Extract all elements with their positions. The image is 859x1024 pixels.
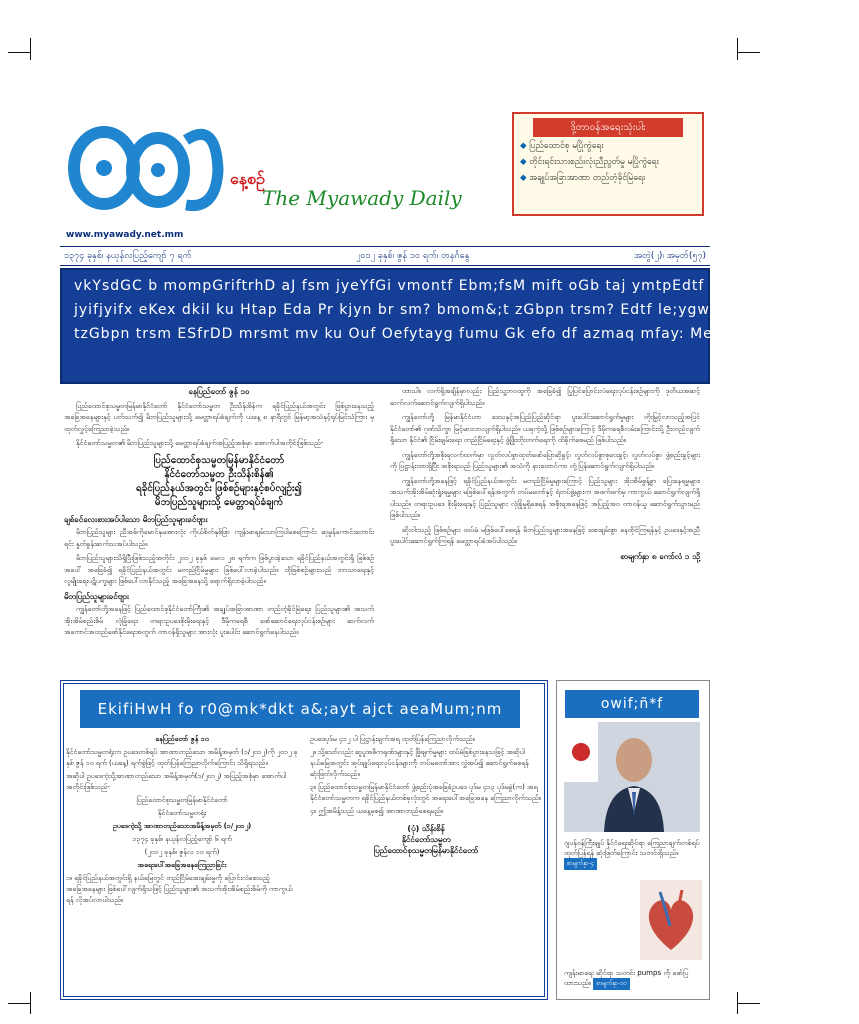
paragraph: ကျွန်တော်တို့အစိုးရလက်ထက်မှာ လွတ်လပ်စွာထုတ်ဖော်ပြောဆိုခွင့်၊ လွတ်လပ်စွာစုဝေးခွင့်၊ လွတ်လပ်စွာ ဖွဲ့စည်းခွင့်များကို ပြဋ္ဌာန်းထားရှိပြီး အစိုးရသည် ပြည်သူများ၏ အသံကို နားထောင်ကာ တုံ့ပြန်ဆောင်ရွက်လျက်ရှိပါသည်။ (390, 450, 700, 470)
notice-article (66, 734, 544, 996)
paragraph: ကျွန်တော်တို့ မြန်မာနိုင်ငံဟာ ဒေသနှင့်အပြည်ပြည်ဆိုင်ရာ ပူးပေါင်းဆောင်ရွက်မှုများ တိုးမြှင့်လာသည့်အပြင် နိုင်ငံတော်၏ ဂုဏ်သိက္ခာ မြင့်မားလာလျက်ရှိပါသည်။ ယခုကဲ့သို့ ဖြစ်စဉ်များကြောင့် ဒီမိုကရေစီလမ်းကြောင်းသို့ ဦးတည်လျက်ရှိသော နိုင်ငံ၏ ငြိမ်းချမ်းရေး၊ တည်ငြိမ်ရေးနှင့် ဖွံ့ဖြိုးတိုးတက်ရေးကို ထိခိုက်စေမည် ဖြစ်ပါသည်။ (390, 413, 700, 444)
diamond-bullet-icon: ◆ (520, 157, 530, 167)
crop-mark (8, 52, 30, 53)
motto-item: ◆ တိုင်းရင်းသားစည်းလုံးညီညွတ်မှု မပြိုကွဲရေး (520, 157, 659, 167)
motto-item: ◆ ပြည်ထောင်စု မပြိုကွဲရေး (520, 141, 604, 151)
sidebar-text: ဂျပန်ဝန်ကြီးချုပ် နိုင်ငံရေးဆိုင်ရာ ကြေညာချက်တစ်ရပ် ထုတ်ပြန်ရန် ဆုံးဖြတ်ကြောင်း သတင်းရှိသည်။ စာမျက်နှာ-၄ (564, 838, 700, 870)
article-column-left (64, 386, 374, 642)
motto-item: ◆ အချုပ်အခြာအာဏာ တည်တံ့ခိုင်မြဲရေး (520, 173, 646, 183)
volume-number: အတွဲ(၂)၊ အမှတ်(၅၇) (633, 250, 706, 261)
order-date: (၂၀၁၂ ခုနှစ်၊ ဇွန်လ ၁၀ ရက်) (144, 848, 220, 856)
lead-article (64, 386, 704, 676)
dateline-bar (60, 246, 710, 266)
sidebar-title: owif;ñ*f (565, 690, 699, 718)
motto-title: ဒို့တာဝန်အရေးသုံးပါး (533, 118, 683, 137)
heart-diagram (640, 880, 702, 960)
motto-box (512, 112, 704, 216)
news-photo (564, 722, 700, 832)
signature-block: (ပုံ) သိန်းစိန် နိုင်ငံတော်သမ္မတ ပြည်ထောင်စုသမ္မတမြန်မာနိုင်ငံတော် (373, 824, 479, 855)
crop-mark (30, 38, 31, 60)
diamond-bullet-icon: ◆ (520, 173, 530, 183)
notice-column-right (310, 734, 542, 856)
paragraph: မိဘပြည်သူများ ညီအစ်ကိုမောင်နှမအားလုံး ကိုယ်စိတ်နှစ်ဖြာ ကျန်းမာချမ်းသာကြပါစေကြောင်း ဆုမွန်ကောင်းတောင်းရင်း နှုတ်ခွန်းဆက်သအပ်ပါသည်။ (64, 528, 374, 548)
continued-link[interactable]: စာမျက်နှာ ၈ ကော်လံ ၁ သို့ (620, 551, 700, 561)
headline-line: vkYsdGC b mompGriftrhD aJ fsm jyeYfGi vmontf Ebm;fsM mift oGb taj ymtpEdtf H zGbsu w uftay: (74, 278, 844, 294)
statement-title: ပြည်ထောင်စုသမ္မတမြန်မာနိုင်ငံတော် နိုင်ငံတော်သမ္မတ ဦးသိန်းစိန်၏ ရခိုင်ပြည်နယ်အတွင်း ဖြစ်စဉ်များနှင့်စပ်လျဉ်း၍ မိဘပြည်သူများသို့ မေတ္တာရပ်ခံချက် (135, 454, 303, 508)
paragraph: ၁။ ရခိုင်ပြည်နယ်အတွင်းရှိ နယ်မြေတွင် တည်ငြိမ်အေးချမ်းမှုကို ပြောင်းလဲစေသည့် အခြေအနေများ ဖြစ်ပေါ်လျက်ရှိသဖြင့် ပြည်သူများ၏ အသက်အိုးအိမ်စည်းစိမ်ကို ကာကွယ်ရန် လိုအပ်လာပါသည်။ (66, 874, 293, 904)
lunar-date: ၁၃၇၄ ခုနှစ်၊ နယုန်လပြည့်ကျော် ၇ ရက် (64, 250, 192, 261)
paragraph: ပြည်ထောင်စုသမ္မတမြန်မာနိုင်ငံတော် နိုင်ငံတော်သမ္မတ ဦးသိန်းစိန်က ရခိုင်ပြည်နယ်အတွင်း ဖြစ်ပွားနေသည့် အခြေအနေများနှင့် ပတ်သက်၍ မိဘပြည်သူများသို့ မေတ္တာရပ်ခံချက်ကို ယနေ့ ၈ နာရီတွင် မြန်မာ့အသံနှင့်ရုပ်မြင်သံကြား မှ ထုတ်လွှင့်ကြေညာခဲ့သည်။ (64, 401, 374, 433)
paragraph: ထားပါ။ လက်ရှိအချိန်မှာလည်း ပြည်သူ့ဘဝထူကို အခြေခံ၍ ပြုပြင်ပြောင်းလဲရေးလုပ်ငန်းစဉ်များကို ဒုတိယအဆင့် ဆက်လက်ဆောင်ရွက်လျက်ရှိပါသည်။ (390, 387, 700, 407)
paragraph: ၄။ ဤအမိန့်သည် ယနေ့မှစ၍ အာဏာတည်စေရမည်။ (310, 807, 444, 815)
crop-mark (8, 1003, 30, 1004)
paragraph: ကျွန်တော်တို့အနေဖြင့် ပြည်ထောင်စုနိုင်ငံတော်ကြီး၏ အချုပ်အခြာအာဏာ တည်တံ့ခိုင်မြဲရေး၊ ပြည်သူများ၏ အသက်အိုးအိမ်စည်းစိမ် လုံခြုံရေး၊ တရားဥပဒေစိုးမိုးရေးနှင့် ဒီမိုကရေစီ ဖော်ဆောင်ရေးလုပ်ငန်းစဉ်များ ဆက်လက်အကောင်အထည်ဖော်နိုင်ရေးအတွက် တာဝန်ရှိသူများ အားလုံး ပူးပေါင်း ဆောင်ရွက်နေပါသည်။ (64, 605, 374, 636)
english-name: The Myawady Daily (262, 186, 462, 210)
issue-date: ၂၀၁၂ ခုနှစ်၊ ဇွန် ၁၀ ရက်၊ တနင်္ဂနွေ (356, 250, 470, 261)
headline-line: tzGbpn trsm ESfrDD mrsmt mv ku Ouf Oefytayg fumu Gk efo df azmaq mfay: MeJ&efarwmf&yf cH (74, 326, 848, 342)
crop-mark (30, 992, 31, 1014)
paragraph: ဥပဒေပုဒ်မ ၄၁၂ ပါ ပြဋ္ဌာန်းချက်အရ ထုတ်ပြန်ကြေညာလိုက်သည်။ (310, 735, 475, 743)
paragraph: ၃။ ပြည်ထောင်စုသမ္မတမြန်မာနိုင်ငံတော် ဖွဲ့စည်းပုံအခြေခံဥပဒေ ပုဒ်မ ၄၁၃ ပုဒ်မခွဲ(က) အရ နိုင်ငံတော်သမ္မတက ရခိုင်ပြည်နယ်တစ်ခုလုံးတွင် အရေးပေါ်အခြေအနေ ကြေညာလိုက်သည်။ (310, 783, 541, 802)
notice-title: EkifiHwH fo r0@mk*dkt a&;ayt ajct aeaMum;nm (80, 690, 520, 728)
article-dateline: နေပြည်တော် ဇွန် ၁၀ (188, 387, 250, 396)
paragraph: ဆိုးဝါးသည့် ဖြစ်စဉ်များ ထပ်မံ မဖြစ်ပေါ်စေရန် မိဘပြည်သူများအနေဖြင့် အေးချမ်းစွာ နေထိုင်ကြရန်နှင့် ဥပဒေနှင့်အညီ ပူးပေါင်းဆောင်ရွက်ကြရန် မေတ္တာရပ်ခံအပ်ပါသည်။ (390, 525, 700, 545)
paragraph: ၂။ သို့သော်လည်း ဆူပူအဓိကရုဏ်းများနှင့် ဖြိုဖျက်မှုများ ထပ်မံဖြစ်ပွားနေသဖြင့် အဆိုပါနယ်မြေအတွင်း အုပ်ချုပ်ရေးလုပ်ငန်းများကို တပ်မတော်အား လွှဲအပ်၍ ဆောင်ရွက်စေရန် ဆုံးဖြတ်လိုက်သည်။ (310, 748, 529, 778)
order-header: ပြည်ထောင်စုသမ္မတမြန်မာနိုင်ငံတော် (136, 796, 228, 804)
order-date: ၁၃၇၄ ခုနှစ်၊ နယုန်လပြည့်ကျော် ၆ ရက် (132, 835, 232, 843)
paragraph: မိဘပြည်သူများသိရှိပြီးဖြစ်သည့်အတိုင်း ၂၀၁၂ ခုနှစ် မေလ ၂၈ ရက်က ဖြစ်ပွားခဲ့သော ရခိုင်ပြည်နယ်အတွင်းရှိ ဖြစ်စဉ်အပေါ် အခြေခံ၍ ရခိုင်ပြည်နယ်အတွင်း မတည်ငြိမ်မှုများ ဖြစ်ပေါ်လာခဲ့ပါသည်။ ထိုဖြစ်စဉ်များသည် ဘာသာရေးနှင့် လူမျိုးရေးပဋိပက္ခများ ဖြစ်ပေါ်လာနိုင်သည့် အခြေအနေသို့ ရောက်ရှိလာခဲ့ပါသည်။ (64, 554, 374, 585)
paragraph: အဆိုပါ ဥပဒေကဲ့သို့အာဏာတည်သော အမိန့်အမှတ်(၁/၂၀၁၂) အပြည့်အစုံမှာ အောက်ပါအတိုင်းဖြစ်သည်- (66, 772, 287, 791)
paragraph: နိုင်ငံတော်သမ္မတ၏ မိဘပြည်သူများသို့ မေတ္တာရပ်ခံချက်အပြည့်အစုံမှာ အောက်ပါအတိုင်းဖြစ်သည်- (76, 439, 324, 447)
order-header: နိုင်ငံတော်သမ္မတရုံး (157, 809, 207, 817)
headline-line: jyifjyifx eKex dkil ku Htap Eda Pr kjyn br sm? bmom&;t zGbpn trsm? Edtf le;ygw Dsm? vkuk wefpm (74, 302, 859, 318)
paragraph: နိုင်ငံတော်သမ္မတရုံးက ဥပဒေတစ်ရပ် အာဏာတည်သော အမိန့်အမှတ် (၁/၂၀၁၂)ကို ၂၀၁၂ ခုနှစ် ဇွန် ၁၀ ရက် (ယနေ့) ရက်စွဲဖြင့် ထုတ်ပြန်ကြေညာလိုက်ကြောင်း သိရှိရသည်။ (66, 748, 298, 767)
page-badge[interactable]: စာမျက်နှာ-၁၀ (593, 978, 630, 990)
headline-box (60, 268, 859, 384)
logo-subtitle: နေ့စဉ် (230, 169, 265, 188)
paragraph: ကျွန်တော်တို့အနေဖြင့် ရခိုင်ပြည်နယ်အတွင်း မတည်ငြိမ်မှုများကြောင့် ပြည်သူများ အိုးအိမ်စွန့်ခွာ ပြေးနေရမှုများ၊ အသက်အိုးအိမ်ဆုံးရှုံးရမှုများ မဖြစ်ပေါ်ရန်အတွက် တပ်မတော်နှင့် ရဲတပ်ဖွဲ့များက အဖက်ဖက်မှ ကာကွယ် ဆောင်ရွက်လျက်ရှိပါသည်။ တရားဥပဒေ စိုးမိုးရေးနှင့် ပြည်သူများ လုံခြုံမှုရှိစေရန် အစိုးရအနေဖြင့် အပြည့်အဝ တာဝန်ယူ ဆောင်ရွက်သွားမည် ဖြစ်ပါသည်။ (390, 476, 700, 519)
subheading: အရေးပေါ်အခြေအနေကြေညာခြင်း (137, 861, 227, 869)
crop-mark (737, 992, 738, 1014)
myawady-logo (66, 110, 226, 225)
article-column-right (390, 386, 700, 562)
order-title: ဥပဒေကဲ့သို့ အာဏာတည်သောအမိန့်အမှတ် (၁/၂၀၁၂) (112, 822, 252, 830)
notice-column-left (66, 734, 298, 908)
diamond-bullet-icon: ◆ (520, 141, 530, 151)
crop-mark (738, 52, 760, 53)
sidebar-text: ကျန်းမာရေး ဆိုင်ရာ သတင်း pumps ကို ဖော်ပြထားသည်။ စာမျက်နှာ-၁၀ (564, 968, 700, 990)
crop-mark (737, 38, 738, 60)
subheading: ချစ်ခင်လေးစားအပ်ပါသော မိဘပြည်သူများခင်ဗျား (64, 514, 208, 524)
website-url[interactable]: www.myawady.net.mm (66, 230, 184, 240)
page-badge[interactable]: စာမျက်နှာ-၄ (564, 858, 597, 870)
subheading: မိဘပြည်သူများခင်ဗျား (64, 591, 129, 601)
notice-dateline: နေပြည်တော် ဇွန် ၁၀ (155, 735, 209, 743)
crop-mark (738, 1003, 760, 1004)
